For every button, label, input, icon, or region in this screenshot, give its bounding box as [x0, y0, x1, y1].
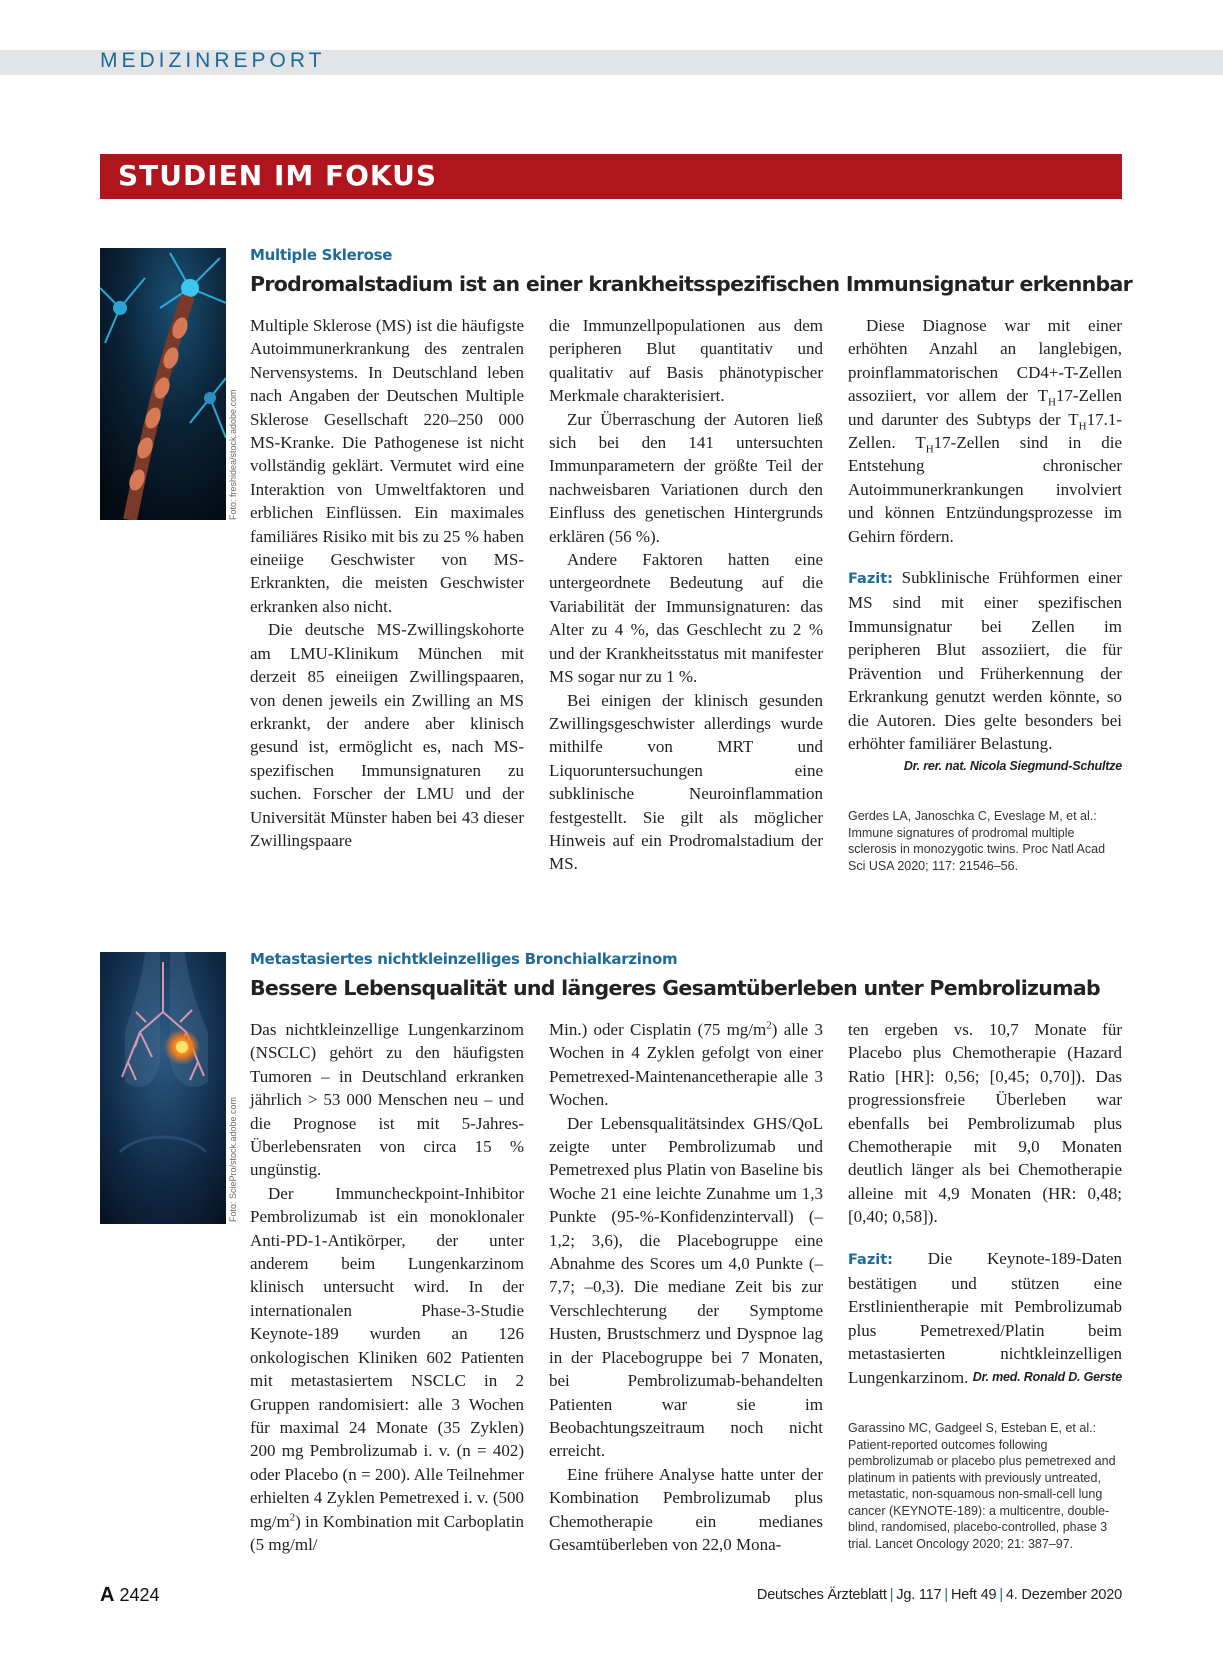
journal-info: Deutsches Ärzteblatt | Jg. 117 | Heft 49 | 4. Dezember 2020	[756, 1587, 1122, 1603]
article1-kicker: Multiple Sklerose	[250, 246, 393, 264]
article2-kicker: Metastasiertes nichtkleinzelliges Bronchialkarzinom	[250, 950, 678, 968]
photo-credit: Foto: SciePro/stock.adobe.com	[228, 1096, 238, 1222]
paragraph: Bei einigen der klinisch gesunden Zwillingsgeschwister allerdings wurde mithilfe von MRT und Liquoruntersuchungen eine subklinische Neuroinflammation festgestellt. Sie gilt als möglicher Hinweis auf ein Prodromalstadium der MS.	[549, 690, 823, 874]
article1-headline: Prodromalstadium ist an einer krankheitsspezifischen Immunsignatur erkennbar	[250, 272, 1133, 296]
photo-credit: Foto: freshidea/stock.adobe.com	[228, 389, 238, 520]
fazit-label: Fazit:	[848, 1251, 893, 1268]
paragraph: Der Lebensqualitätsindex GHS/QoL zeigte unter Pembrolizumab und Pemetrexed plus Platin von Baseline bis Woche 21 eine leichte Zunahme um 1,3 Punkte (95-%-Konfidenzintervall) (–1,2; 3,6), die Placebogruppe eine Abnahme des Scores um 4,0 Punkte (–7,7; –0,3). Die mediane Zeit bis zur Verschlechterung der Symptome Husten, Brustschmerz und Dyspnoe lag in der Placebogruppe bei 7 Monaten, bei Pembrolizumab-behandelten Patienten war sie im Beobachtungszeitraum noch nicht erreicht.	[549, 1113, 823, 1461]
article1-column-1	[250, 314, 524, 852]
article2-column-3	[848, 1018, 1122, 1389]
page-number: A 2424	[100, 1584, 160, 1606]
paragraph: Die deutsche MS-Zwillingskohorte am LMU-Klinikum München mit derzeit 85 eineiigen Zwillingspaaren, von denen jeweils ein Zwilling an MS erkrankt, der andere aber klinisch gesund ist, ermöglicht es, nach MS-spezifischen Immunsignaturen zu suchen. Forscher der LMU und der Universität Münster haben bei 43 dieser Zwillingspaare	[250, 620, 524, 850]
fazit-label: Fazit:	[848, 571, 893, 588]
paragraph: Der Immuncheckpoint-Inhibitor Pembrolizumab ist ein monoklonaler Anti-PD-1-Antikörper, der unter anderem beim Lungenkarzinom klinisch untersucht wird. In der internationalen Phase-3-Studie Keynote-189 wurden an 126 onkologischen Kliniken 602 Patienten mit metastasiertem NSCLC in 2 Gruppen randomisiert: alle 3 Wochen für maximal 24 Monate (35 Zyklen) 200 mg Pembrolizumab i. v. (n = 402) oder Placebo (n = 200). Alle Teilnehmer erhielten 4 Zyklen Pemetrexed i. v. (500 $mg/m^2$) in Kombination mit Carboplatin (5 mg/ml/	[250, 1183, 524, 1554]
article2-column-2	[549, 1018, 823, 1556]
paragraph: Eine frühere Analyse hatte unter der Kombination Pembrolizumab plus Chemotherapie ein medianes Gesamtüberleben von 22,0 Mona-	[549, 1464, 823, 1554]
article1-column-2	[549, 314, 823, 876]
article1-column-3	[848, 314, 1122, 779]
paragraph: Andere Faktoren hatten eine untergeordnete Bedeutung auf die Variabilität der Immunsignaturen: das Alter zu 4 %, das Geschlecht zu 2 % und der Krankheitsstatus mit manifester MS sogar nur zu 1 %.	[549, 550, 823, 687]
section-banner	[100, 154, 1122, 199]
lung-photo	[100, 952, 226, 1224]
paragraph: Diese Diagnose war mit einer erhöhten Anzahl an langlebigen, proinflammatorischen CD4+-T-Zellen assoziiert, vor allem der $T_H17$-Zellen und darunter des Subtyps der $T_H17.1$-Zellen. $T_H17$-Zellen sind in die Entstehung chronischer Autoimmunerkrankungen involviert und können Entzündungsprozesse im Gehirn fördern.	[848, 316, 1122, 546]
paragraph: Zur Überraschung der Autoren ließ sich bei den 141 untersuchten Immunparametern der größte Teil der nachweisbaren Variationen durch den Einfluss des genetischen Hintergrunds erklären (56 %).	[549, 409, 823, 546]
fazit-paragraph: Fazit: Subklinische Frühformen einer MS sind mit einer spezifischen Immunsignatur bei Zellen im peripheren Blut assoziiert, die für Prävention und Früherkennung der Erkrankung genutzt werden könnte, so die Autoren. Dies gelte besonders bei erhöhter familiärer Belastung. Dr. rer. nat. Nicola Siegmund-Schultze	[848, 566, 1122, 755]
neuron-photo	[100, 248, 226, 520]
paragraph: ten ergeben vs. 10,7 Monate für Placebo plus Chemotherapie (Hazard Ratio [HR]: 0,56; [0,45; 0,70]). Das progressionsfreie Überleben war ebenfalls bei Pembrolizumab plus Chemotherapie mit 9,0 Monaten deutlich länger als bei Chemotherapie alleine mit 4,9 Monaten (HR: 0,48; [0,40; 0,58]).	[848, 1020, 1122, 1227]
paragraph: die Immunzellpopulationen aus dem peripheren Blut quantitativ und qualitativ auf Basis phänotypischer Merkmale charakterisiert.	[549, 316, 823, 406]
fazit-paragraph: Fazit: Die Keynote-189-Daten bestätigen und stützen eine Erstlinientherapie mit Pembrolizumab plus Pemetrexed/Platin beim metastasierten nichtkleinzelligen Lungenkarzinom. Dr. med. Ronald D. Gerste	[848, 1247, 1122, 1389]
banner-title: STUDIEN IM FOKUS	[118, 159, 438, 192]
article1-reference: Gerdes LA, Janoschka C, Eveslage M, et al.: Immune signatures of prodromal multiple sclerosis in monozygotic twins. Proc Natl Acad Sci USA 2020; 117: 21546–56.	[848, 809, 1106, 873]
author-name: Dr. rer. nat. Nicola Siegmund-Schultze	[903, 759, 1122, 774]
paragraph: Min.) oder Cisplatin (75 $mg/m^2$) alle 3 Wochen in 4 Zyklen gefolgt von einer Pemetrexed-Maintenancetherapie alle 3 Wochen.	[549, 1019, 824, 1110]
article2-column-1	[250, 1018, 524, 1556]
article2-reference: Garassino MC, Gadgeel S, Esteban E, et al.: Patient-reported outcomes following pembrolizumab or placebo plus pemetrexed and platinum in patients with previously untreated, metastatic, non-squamous non-small-cell lung cancer (KEYNOTE-189): a multicentre, double-blind, randomised, placebo-controlled, phase 3 trial. Lancet Oncology 2020; 21: 387–97.	[848, 1421, 1116, 1551]
article2-headline: Bessere Lebensqualität und längeres Gesamtüberleben unter Pembrolizumab	[250, 976, 1100, 1000]
section-label: MEDIZINREPORT	[100, 49, 326, 72]
paragraph: Multiple Sklerose (MS) ist die häufigste Autoimmunerkrankung des zentralen Nervensystems. In Deutschland leben nach Angaben der Deutschen Multiple Sklerose Gesellschaft 220–250 000 MS-Kranke. Die Pathogenese ist nicht vollständig geklärt. Vermutet wird eine Interaktion von Umweltfaktoren und erblichen Einflüssen. Ein maximales familiäres Risiko mit bis zu 25 % haben eineiige Geschwister von MS-Erkrankten, die meisten Geschwister erkranken also nicht.	[250, 316, 524, 616]
author-name: Dr. med. Ronald D. Gerste	[972, 1369, 1122, 1384]
paragraph: Das nichtkleinzellige Lungenkarzinom (NSCLC) gehört zu den häufigsten Tumoren – in Deutschland erkranken jährlich > 53 000 Menschen neu – und die Prognose ist mit 5-Jahres-Überlebensraten von circa 15 % ungünstig.	[250, 1020, 524, 1180]
